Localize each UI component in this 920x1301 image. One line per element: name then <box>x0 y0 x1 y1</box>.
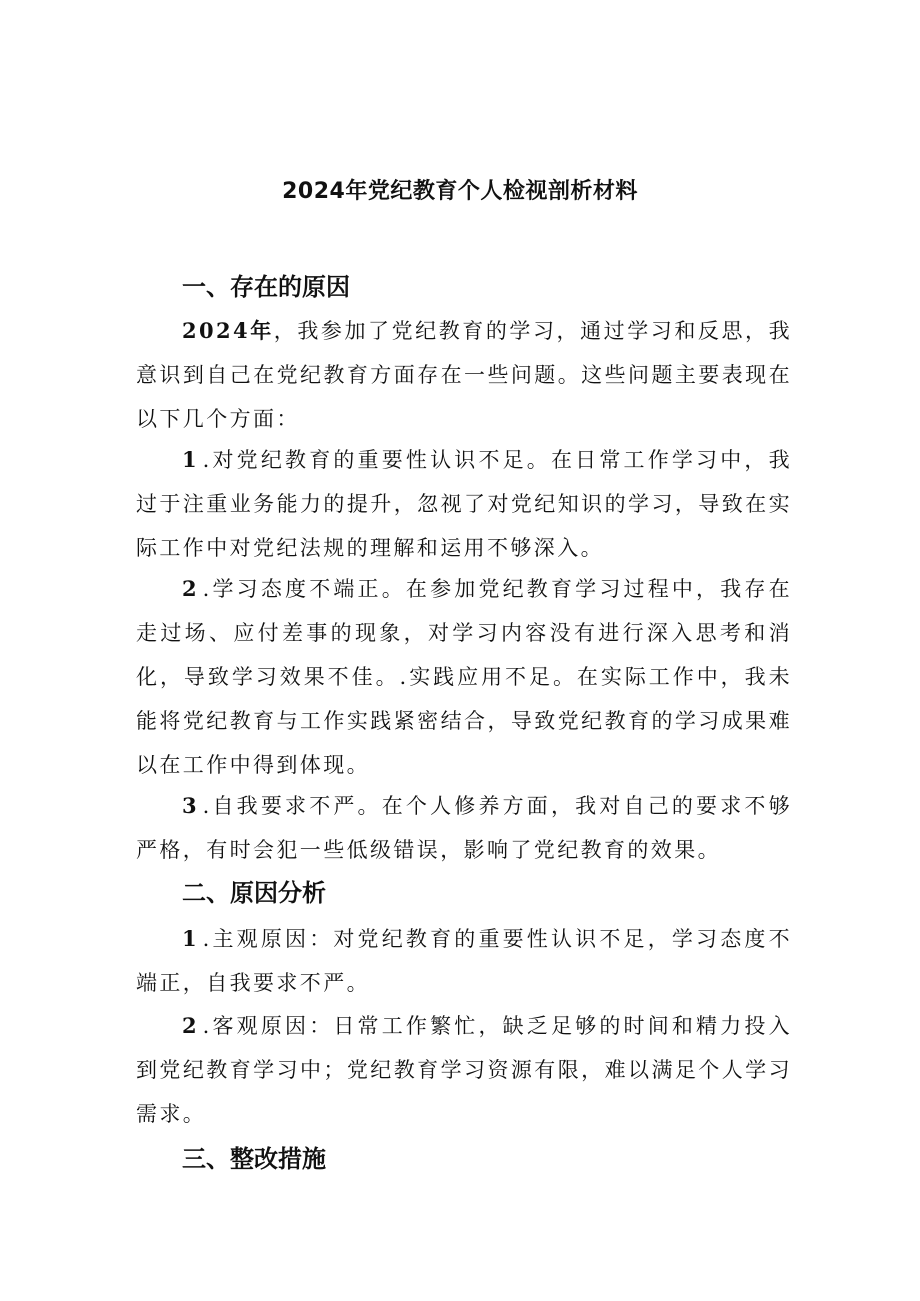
intro-year: 2024年 <box>182 318 274 343</box>
item-text: .学习态度不端正。在参加党纪教育学习过程中，我存在走过场、应付差事的现象，对学习内容没有进行深入思考和消化，导致学习效果不佳。.实践应用不足。在实际工作中，我未能将党纪教育与工作实践紧密结合，导致党纪教育的学习成果难以在工作中得到体现。 <box>136 577 792 777</box>
item-number: 2 <box>182 1013 203 1038</box>
item-text: .自我要求不严。在个人修养方面，我对自己的要求不够严格，有时会犯一些低级错误，影响了党纪教育的效果。 <box>136 794 792 862</box>
section-heading-1: 一、存在的原因 <box>182 273 350 301</box>
item-number: 1 <box>182 926 203 951</box>
section-heading-2: 二、原因分析 <box>182 879 326 907</box>
item-number: 3 <box>182 793 203 818</box>
intro-text: ，我参加了党纪教育的学习，通过学习和反思，我意识到自己在党纪教育方面存在一些问题。这些问题主要表现在以下几个方面： <box>136 319 792 431</box>
section1-item-2 <box>136 567 792 787</box>
item-text: .对党纪教育的重要性认识不足。在日常工作学习中，我过于注重业务能力的提升，忽视了对党纪知识的学习，导致在实际工作中对党纪法规的理解和运用不够深入。 <box>136 448 792 560</box>
item-text: .主观原因：对党纪教育的重要性认识不足，学习态度不端正，自我要求不严。 <box>136 927 792 995</box>
item-number: 2 <box>182 576 203 601</box>
section-heading-3: 三、整改措施 <box>182 1145 326 1173</box>
document-title: 2024年党纪教育个人检视剖析材料 <box>282 179 638 204</box>
section1-item-1 <box>136 438 792 570</box>
item-text: .客观原因：日常工作繁忙，缺乏足够的时间和精力投入到党纪教育学习中；党纪教育学习资源有限，难以满足个人学习需求。 <box>136 1014 792 1126</box>
section2-item-2 <box>136 1004 792 1136</box>
intro-paragraph <box>136 309 792 441</box>
section1-item-3 <box>136 784 792 872</box>
item-number: 1 <box>182 447 203 472</box>
section2-item-1 <box>136 917 792 1005</box>
